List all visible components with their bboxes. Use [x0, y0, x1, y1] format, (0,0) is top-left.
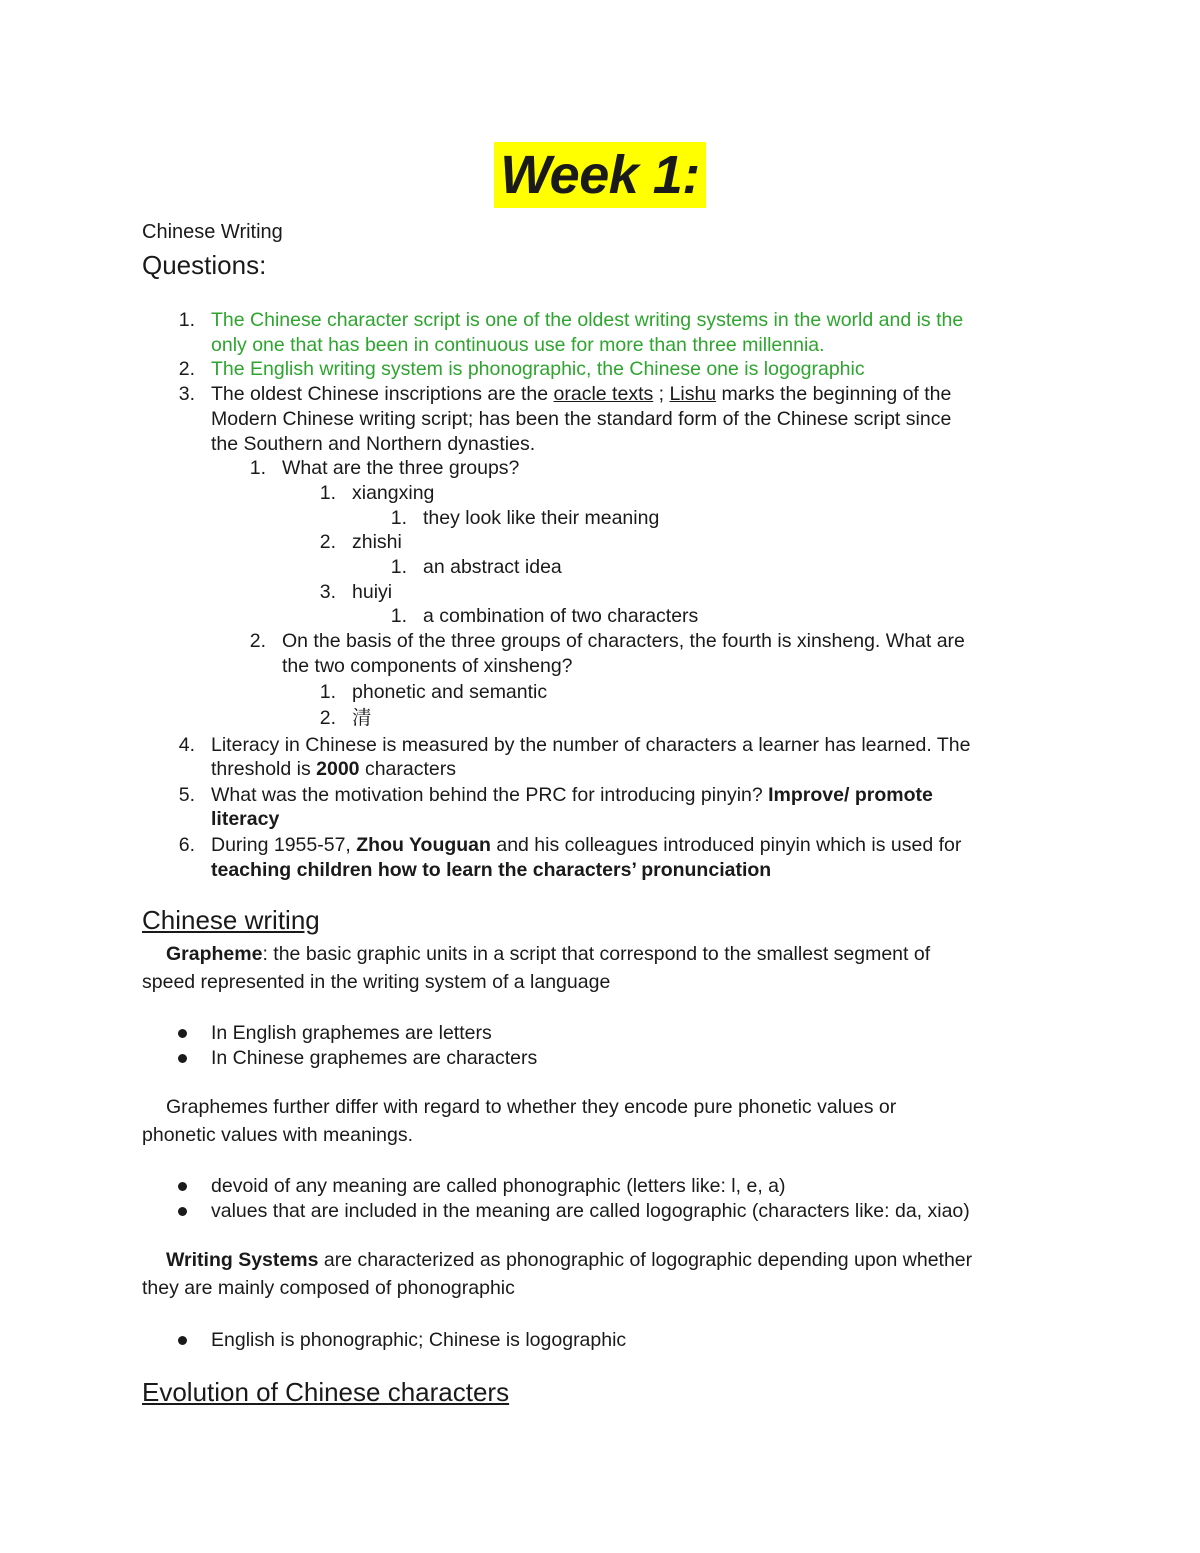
question-5-line-2: literacy [211, 808, 280, 830]
list-number: 1. [319, 482, 336, 504]
text-segment: Graphemes further differ with regard to whether they encode pure phonetic values or [166, 1096, 897, 1118]
question-3-2-line-2: the two components of xinsheng? [282, 655, 573, 677]
bullet-item: In English graphemes are letters [211, 1022, 492, 1044]
text-segment: The oldest Chinese inscriptions are the [211, 383, 554, 405]
question-3-2-2: 清 [352, 707, 372, 729]
question-5-line-1 [211, 783, 933, 808]
grapheme-paragraph [142, 940, 1072, 996]
bullet-icon [178, 1029, 187, 1038]
question-3-2-line-1: On the basis of the three groups of characters, the fourth is xinsheng. What are [282, 630, 965, 652]
oracle-texts-term: oracle texts [553, 383, 654, 405]
grapheme-term: Grapheme [166, 943, 263, 965]
section-heading-chinese-writing: Chinese writing [142, 905, 320, 935]
bullet-icon [178, 1054, 187, 1063]
lishu-term: Lishu [669, 383, 717, 405]
bullet-item: values that are included in the meaning are called logographic (characters like: da, xiao) [211, 1200, 970, 1222]
list-number: 5. [178, 784, 195, 806]
person-name: Zhou Youguan [356, 834, 491, 856]
question-6-line-2: teaching children how to learn the characters’ pronunciation [211, 859, 772, 881]
text-segment: marks the beginning of the [716, 383, 952, 405]
text-segment: : the basic graphic units in a script that correspond to the smallest segment of [262, 943, 931, 965]
writing-systems-term: Writing Systems [166, 1249, 319, 1271]
text-segment: During 1955-57, [211, 834, 357, 856]
bullet-icon [178, 1207, 187, 1216]
question-4-line-2 [211, 757, 456, 782]
bullet-item: devoid of any meaning are called phonographic (letters like: l, e, a) [211, 1175, 786, 1197]
question-3-1-3-1: a combination of two characters [423, 605, 699, 627]
paragraph-line-2: phonetic values with meanings. [142, 1124, 413, 1146]
question-3-1-2-1: an abstract idea [423, 556, 562, 578]
text-segment: are characterized as phonographic of logographic depending upon whether [318, 1249, 973, 1271]
list-number: 6. [178, 834, 195, 856]
threshold-value: 2000 [316, 758, 360, 780]
questions-heading: Questions: [142, 250, 267, 280]
paragraph-line-1 [142, 1093, 1072, 1121]
writing-systems-paragraph [142, 1246, 1072, 1302]
list-number: 3. [178, 383, 195, 405]
list-number: 2. [249, 630, 266, 652]
list-number: 4. [178, 734, 195, 756]
question-1-line-1: The Chinese character script is one of the oldest writing systems in the world and is the [211, 309, 964, 331]
list-number: 2. [178, 358, 195, 380]
title-container [0, 142, 1200, 208]
list-number: 1. [390, 507, 407, 529]
question-3-1-1: xiangxing [352, 482, 435, 504]
list-number: 2. [319, 707, 336, 729]
text-segment: characters [359, 758, 456, 780]
question-3-1-1-1: they look like their meaning [423, 507, 660, 529]
list-number: 1. [319, 681, 336, 703]
text-segment: ; [653, 383, 670, 405]
page-title: Week 1: [494, 142, 706, 208]
paragraph-line-1 [142, 1246, 1072, 1274]
answer-text: Improve/ promote [768, 784, 933, 806]
bullet-item: In Chinese graphemes are characters [211, 1047, 538, 1069]
question-2: The English writing system is phonographic, the Chinese one is logographic [211, 358, 865, 380]
list-number: 3. [319, 581, 336, 603]
question-3-1: What are the three groups? [282, 457, 520, 479]
paragraph-line-2: they are mainly composed of phonographic [142, 1277, 515, 1299]
grapheme-line-2: speed represented in the writing system of a language [142, 971, 611, 993]
question-3-2-1: phonetic and semantic [352, 681, 548, 703]
list-number: 1. [178, 309, 195, 331]
list-number: 1. [249, 457, 266, 479]
section-heading-evolution: Evolution of Chinese characters [142, 1377, 510, 1407]
question-3-line-1 [211, 382, 951, 407]
bullet-item: English is phonographic; Chinese is logographic [211, 1329, 627, 1351]
graphemes-differ-paragraph [142, 1093, 1072, 1149]
question-1-line-2: only one that has been in continuous use for more than three millennia. [211, 334, 825, 356]
question-6-line-1 [211, 833, 961, 858]
question-4-line-1: Literacy in Chinese is measured by the number of characters a learner has learned. The [211, 734, 971, 756]
grapheme-line-1 [142, 940, 1072, 968]
list-number: 1. [390, 556, 407, 578]
question-3-line-2: Modern Chinese writing script; has been the standard form of the Chinese script since [211, 408, 952, 430]
text-segment: and his colleagues introduced pinyin which is used for [490, 834, 962, 856]
question-3-1-2: zhishi [352, 531, 402, 553]
text-segment: What was the motivation behind the PRC for introducing pinyin? [211, 784, 769, 806]
question-3-line-3: the Southern and Northern dynasties. [211, 433, 536, 455]
list-number: 1. [390, 605, 407, 627]
bullet-icon [178, 1336, 187, 1345]
question-3-1-3: huiyi [352, 581, 393, 603]
list-number: 2. [319, 531, 336, 553]
bullet-icon [178, 1182, 187, 1191]
subtitle: Chinese Writing [142, 221, 283, 243]
text-segment: threshold is [211, 758, 317, 780]
